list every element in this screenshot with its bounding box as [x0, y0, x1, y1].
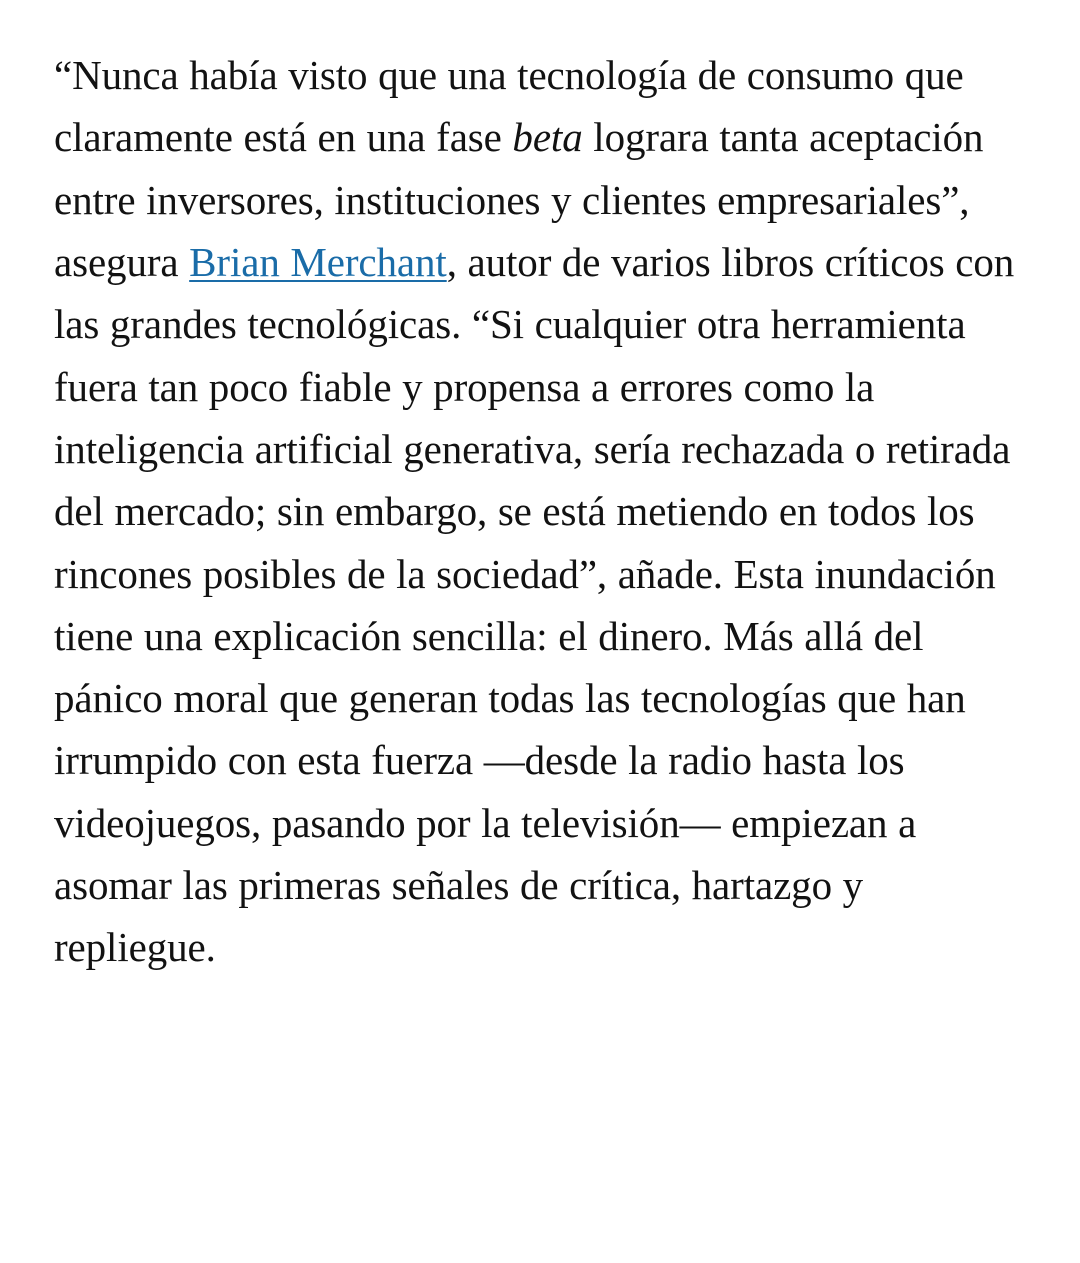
inline-link-brian-merchant[interactable]: Brian Merchant: [189, 238, 447, 285]
emphasized-term-beta: beta: [512, 114, 583, 161]
article-paragraph: [54, 44, 1022, 979]
paragraph-text-segment-1: “Nunca había visto que una tecnología de consumo que claramente está en una fase: [54, 52, 964, 161]
paragraph-text-segment-3: , autor de varios libros críticos con las grandes tecnológicas. “Si cualquier otra herramienta fuera tan poco fiable y propensa a errores como la inteligencia artificial generativa, sería rechazada o retirada del mercado; sin embargo, se está metiendo en todos los rincones posibles de la sociedad”, añade. Esta inundación tiene una explicación sencilla: el dinero. Más allá del pánico moral que generan todas las tecnologías que han irrumpido con esta fuerza —desde la radio hasta los videojuegos, pasando por la televisión— empiezan a asomar las primeras señales de crítica, hartazgo y repliegue.: [54, 238, 1015, 971]
paragraph-text-segment-2: lograra tanta aceptación entre inversores, instituciones y clientes empresariales”, asegura: [54, 114, 984, 285]
